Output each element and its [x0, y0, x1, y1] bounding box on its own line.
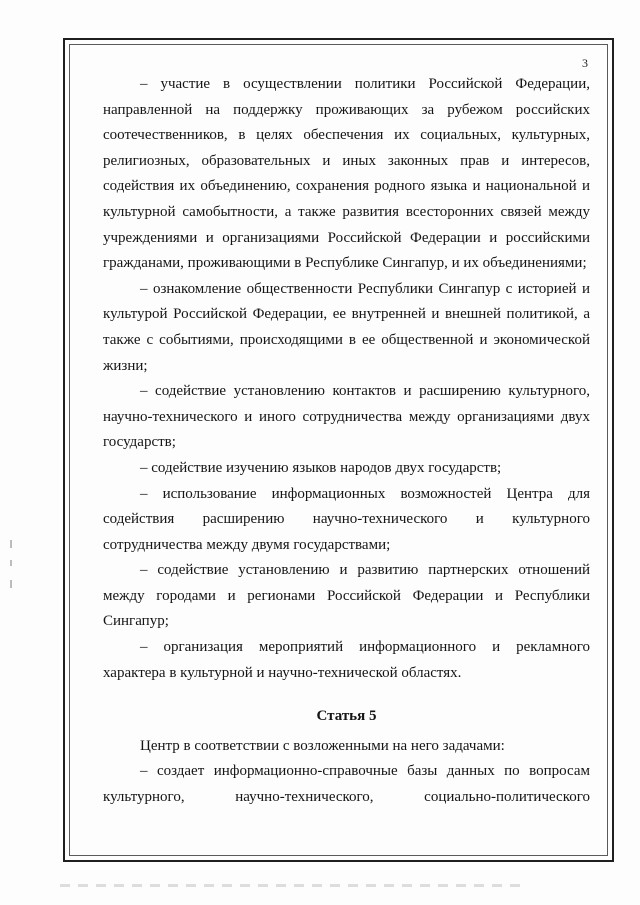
scan-artifact [10, 580, 12, 588]
article-title: Статья 5 [316, 708, 377, 725]
paragraph: – содействие установлению контактов и расширению культурного, научно-технического и иного сотрудничества между организациями двух государств; [103, 383, 590, 451]
paragraph: – участие в осуществлении политики Российской Федерации, направленной на поддержку проживающих за рубежом российских соотечественников, в целях обеспечения их социальных, культурных, религиозных, образовательных и иных законных прав и интересов, содействия их объединению, сохранения родного языка и национальной и культурной самобытности, а также развития всесторонних связей между учреждениями и организациями Российской Федерации и российскими гражданами, проживающими в Республике Сингапур, и их объединениями; [103, 76, 590, 272]
scan-artifact [60, 884, 520, 887]
paragraph: – создает информационно-справочные базы данных по вопросам культурного, научно-технического, социально-политического [103, 763, 590, 806]
document-body [103, 72, 590, 811]
scan-artifact [10, 560, 12, 566]
paragraph: – использование информационных возможностей Центра для содействия расширению научно-технического и культурного сотрудничества между двумя государствами; [103, 485, 590, 553]
paragraph: – содействие установлению и развитию партнерских отношений между городами и регионами Российской Федерации и Республики Сингапур; [103, 562, 590, 630]
paragraph: – организация мероприятий информационного и рекламного характера в культурной и научно-технической областях. [103, 639, 590, 681]
paragraph: – содействие изучению языков народов двух государств; [140, 459, 502, 476]
page-number: 3 [582, 56, 588, 70]
paragraph: – ознакомление общественности Республики Сингапур с историей и культурой Российской Федерации, ее внутренней и внешней политикой, а также с событиями, происходящими в ее общественной и экономической жизни; [103, 280, 590, 374]
article-intro: Центр в соответствии с возложенными на него задачами: [140, 737, 505, 754]
scan-artifact [10, 540, 12, 548]
